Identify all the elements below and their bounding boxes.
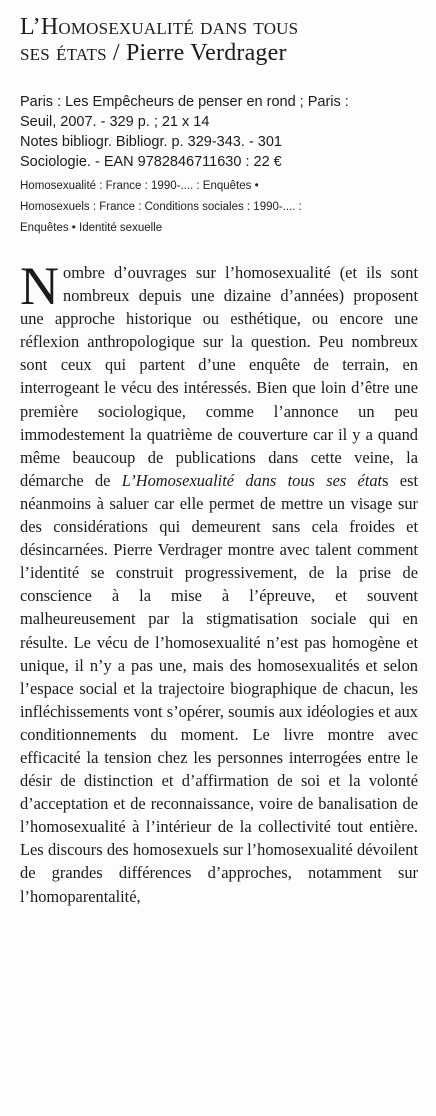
title-smallcaps-1: omosexualité dans tous xyxy=(58,14,299,40)
title-author: / Pierre Verdrager xyxy=(106,40,287,66)
reference-line: Notes bibliogr. Bibliogr. p. 329-343. - 301 xyxy=(20,134,282,150)
review-text-part-1: ombre d’ouvrages sur l’homosexualité (et ils sont nombreux depuis une dizaine d’années) proposent une approche historique ou esthétique, ou encore une réflexion anthropologique sur la question. Peu nombreux sont ceux qui partent d’une enquête de terrain, en interrogeant le vécu des intéressés. Bien que loin d’être une première sociologique, comme l’annonce un peu immodestement la quatrième de couverture car il y a quand même beaucoup de publications dans cette veine, la démarche de xyxy=(20,263,418,490)
title-line-1 xyxy=(20,14,298,40)
subject-line: Homosexuels : France : Conditions sociales : 1990-.... : xyxy=(20,201,302,213)
reference-line: Seuil, 2007. - 329 p. ; 21 x 14 xyxy=(20,114,210,130)
drop-cap: N xyxy=(20,256,59,316)
subject-line: Homosexualité : France : 1990-.... : Enquêtes • xyxy=(20,180,259,192)
book-title-heading xyxy=(20,14,418,66)
review-body xyxy=(20,256,419,908)
review-text-part-2: s est néanmoins à saluer car elle permet de mettre un visage sur des considérations qui demeurent sans cela froides et désincarnées. Pierre Verdrager montre avec talent comment l’identité se construit progressivement, de la prise de conscience à la mise à l’épreuve, et souvent malheureusement par la stigmatisation sociale qui en résulte. Le vécu de l’homosexualité n’est pas homogène et unique, il n’y a pas une, mais des homosexualités et selon l’espace social et la trajectoire biographique de chacun, les infléchissements vont s’opérer, soumis aux idéologies et aux conditionnements du moment. Le livre montre avec efficacité la tension chez les personnes interrogées entre le désir de distinction et d’affirmation de soi et la volonté d’acceptation et de reconnaissance, voire de banalisation de l’homosexualité à l’intérieur de la collectivité tout entière. Les discours des homosexuels sur l’homosexualité dévoilent de grandes différences d’approches, notamment sur l’homoparentalité, xyxy=(20,470,419,906)
subject-headings xyxy=(20,176,418,239)
bibliographic-reference xyxy=(20,92,418,172)
title-line-2 xyxy=(20,40,287,66)
title-initial: L’H xyxy=(20,14,59,40)
reference-line: Paris : Les Empêcheurs de penser en rond ; Paris : xyxy=(20,94,349,110)
subject-line: Enquêtes • Identité sexuelle xyxy=(20,222,163,234)
review-paragraph xyxy=(20,256,419,908)
title-smallcaps-2: ses états xyxy=(20,40,107,66)
reference-line: Sociologie. - EAN 9782846711630 : 22 € xyxy=(20,154,282,170)
book-title-italic: L’Homosexualité dans tous ses état xyxy=(121,470,383,490)
